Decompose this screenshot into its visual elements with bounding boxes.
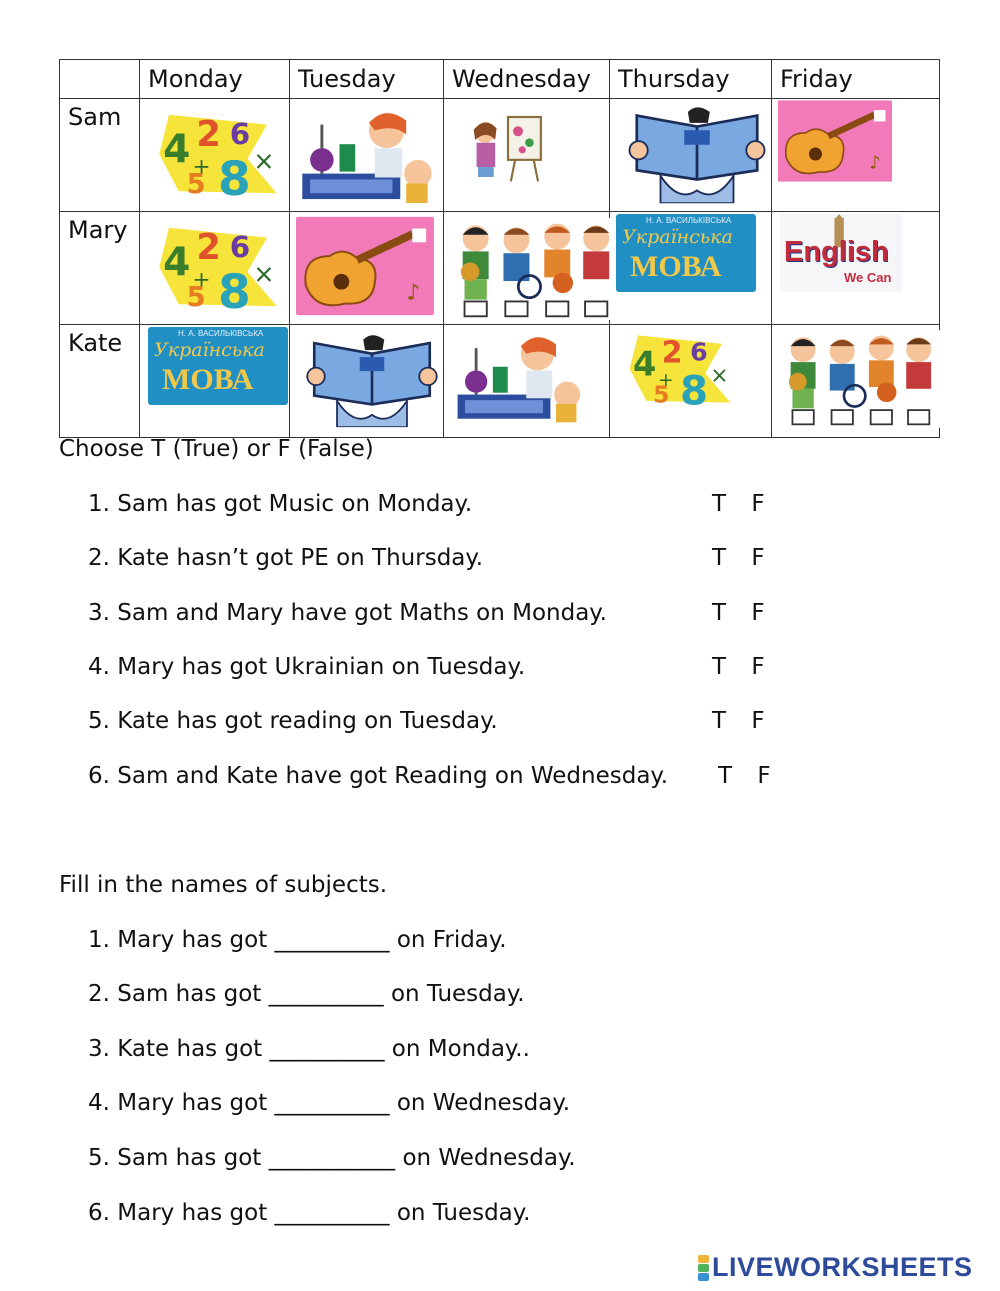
day-header: Thursday	[610, 60, 772, 99]
tf-choices[interactable]: T F	[718, 763, 771, 789]
tf-choices[interactable]: T F	[712, 654, 765, 680]
art-picture	[458, 105, 558, 189]
cell-sam-friday	[772, 99, 940, 212]
maths-picture	[618, 327, 742, 411]
cell-kate-tuesday	[290, 325, 444, 438]
cell-mary-monday	[140, 212, 290, 325]
maths-picture	[148, 105, 288, 203]
book-title-line2: МОВА	[630, 250, 722, 283]
day-header: Monday	[140, 60, 290, 99]
cell-sam-thursday	[610, 99, 772, 212]
tf-choices[interactable]: T F	[712, 545, 765, 571]
ukrainian-book-picture	[148, 327, 288, 405]
cell-mary-friday	[772, 212, 940, 325]
tf-question: 4. Mary has got Ukrainian on Tuesday.	[88, 654, 526, 680]
day-header: Friday	[772, 60, 940, 99]
fill-in-item[interactable]: 4. Mary has got __________ on Wednesday.	[88, 1090, 571, 1116]
pe-picture	[450, 218, 620, 320]
cell-mary-tuesday	[290, 212, 444, 325]
task1-title: Choose T (True) or F (False)	[59, 436, 374, 462]
cell-sam-wednesday	[444, 99, 610, 212]
cell-sam-tuesday	[290, 99, 444, 212]
tf-choices[interactable]: T F	[712, 600, 765, 626]
student-name: Sam	[60, 99, 140, 212]
book-title-line2: МОВА	[162, 363, 254, 396]
tf-question: 3. Sam and Mary have got Maths on Monday.	[88, 600, 607, 626]
tf-question: 6. Sam and Kate have got Reading on Wednesday.	[88, 763, 669, 789]
science-picture	[452, 327, 582, 425]
english-word: English	[784, 236, 889, 268]
cell-mary-wednesday	[444, 212, 610, 325]
cell-kate-friday	[772, 325, 940, 438]
fill-in-item[interactable]: 5. Sam has got ___________ on Wednesday.	[88, 1145, 576, 1171]
cell-kate-monday	[140, 325, 290, 438]
corner-cell	[60, 60, 140, 99]
tf-question: 2. Kate hasn’t got PE on Thursday.	[88, 545, 484, 571]
music-picture	[778, 99, 892, 183]
tf-choices[interactable]: T F	[712, 491, 765, 517]
cell-sam-monday	[140, 99, 290, 212]
cell-kate-thursday	[610, 325, 772, 438]
cell-mary-thursday	[610, 212, 772, 325]
english-tagline: We Can	[844, 270, 892, 285]
task2-title: Fill in the names of subjects.	[59, 872, 388, 898]
science-picture	[296, 105, 434, 203]
tf-question: 5. Kate has got reading on Tuesday.	[88, 708, 498, 734]
reading-picture	[302, 327, 442, 431]
maths-picture	[148, 218, 288, 316]
student-name: Mary	[60, 212, 140, 325]
fill-in-item[interactable]: 1. Mary has got __________ on Friday.	[88, 927, 507, 953]
pe-picture	[780, 327, 940, 431]
day-header: Wednesday	[444, 60, 610, 99]
reading-picture	[624, 101, 770, 205]
book-author: Н. А. ВАСИЛЬКІВСЬКА	[178, 329, 264, 338]
logo-mark-icon	[698, 1255, 709, 1281]
fill-in-item[interactable]: 3. Kate has got __________ on Monday..	[88, 1036, 530, 1062]
timetable	[59, 59, 940, 438]
ukrainian-book-picture	[616, 214, 756, 292]
logo-text: LIVEWORKSHEETS	[712, 1252, 973, 1282]
english-picture	[780, 214, 902, 292]
book-title-line1: Українська	[622, 226, 733, 248]
fill-in-item[interactable]: 2. Sam has got __________ on Tuesday.	[88, 981, 525, 1007]
fill-in-item[interactable]: 6. Mary has got __________ on Tuesday.	[88, 1200, 531, 1226]
cell-kate-wednesday	[444, 325, 610, 438]
book-author: Н. А. ВАСИЛЬКІВСЬКА	[646, 216, 732, 225]
day-header: Tuesday	[290, 60, 444, 99]
liveworksheets-logo	[698, 1252, 973, 1283]
book-title-line1: Українська	[154, 339, 265, 361]
tf-question: 1. Sam has got Music on Monday.	[88, 491, 473, 517]
music-picture	[296, 216, 434, 316]
tf-choices[interactable]: T F	[712, 708, 765, 734]
student-name: Kate	[60, 325, 140, 438]
